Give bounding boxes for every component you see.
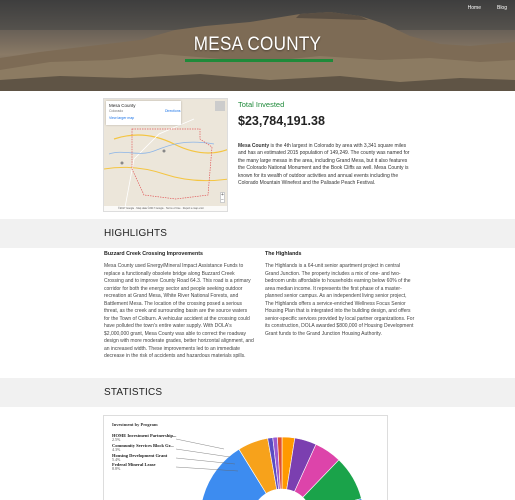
nav-blog-link[interactable]: Blog	[496, 5, 507, 11]
legend-label: HOME Investment Partnership...	[112, 433, 177, 438]
title-underline	[185, 59, 333, 62]
map-place-name: Mesa County	[109, 103, 136, 108]
total-invested-value: $23,784,191.38	[238, 114, 325, 128]
map-thumbnail[interactable]	[215, 101, 225, 111]
hero-banner	[0, 0, 515, 91]
map-info-card	[106, 101, 181, 125]
directions-link[interactable]: Directions	[165, 109, 181, 113]
legend-leader-line	[176, 449, 230, 457]
statistics-band	[0, 378, 515, 407]
county-description-text: is the 4th largest in Colorado by area with 3,341 square miles and has an estimated 2015 population of 149,249. The county was named for the many large mesas in the area, including Grand Mesa, but it also features the Colorado National Monument and the Book Cliffs as well. Mesa County is known for its wealth of outdoor activities and annual events including the Colorado Mountain Winefest and the Palisade Peach Festival.	[238, 143, 410, 187]
legend-percent: 8.8%	[112, 466, 121, 471]
chart-title: Investment by Program	[112, 422, 158, 427]
legend-percent: 4.3%	[112, 447, 121, 452]
legend-percent: 2.5%	[112, 437, 121, 442]
legend-label: Federal Mineral Lease	[112, 462, 156, 467]
legend-label: Community Services Block Gr...	[112, 443, 174, 448]
legend-leader-line	[176, 439, 224, 449]
highlights-band	[0, 219, 515, 248]
legend-entry	[112, 433, 176, 443]
legend-entry	[112, 443, 174, 453]
statistics-heading: STATISTICS	[104, 387, 163, 398]
highlights-heading: HIGHLIGHTS	[104, 228, 168, 239]
highlight-item	[265, 251, 415, 338]
county-description	[238, 143, 414, 187]
legend-percent: 5.4%	[112, 457, 121, 462]
investment-pie-chart	[103, 415, 388, 500]
highlight-title: The Highlands	[265, 251, 302, 257]
legend-entry	[112, 462, 156, 472]
page-title: MESA COUNTY	[193, 34, 322, 55]
map-zoom-control[interactable]: + −	[221, 192, 224, 203]
county-name-bold: Mesa County	[238, 143, 270, 149]
county-map[interactable]	[103, 98, 228, 212]
highlight-item	[104, 251, 254, 361]
top-nav	[460, 4, 515, 12]
highlight-title: Buzzard Creek Crossing Improvements	[104, 251, 203, 257]
map-place-sub: Colorado	[109, 109, 124, 113]
total-invested-label: Total Invested	[238, 100, 285, 109]
view-larger-map-link[interactable]: View larger map	[109, 116, 135, 120]
highlight-body: The Highlands is a 64-unit senior apartment project in central Grand Junction. The property includes a mix of one- and two-bedroom units affordable to households earning below 60% of the area median income. It represents the first phase of a master-planned senior campus. As an independent living senior project, The Highlands offers a service-enriched Wellness Focus Senior Housing Plan that is integrated into the building design, and offers senior-specific services provided by local partner organizations. For its construction, DOLA awarded $800,000 of Housing Development Grant funds to the Grand Junction Housing Authority.	[265, 263, 415, 337]
nav-home-link[interactable]: Home	[467, 5, 481, 11]
map-footer: ©2017 Google · Map data ©2017 Google · Terms of Use · Report a map error	[104, 206, 228, 211]
legend-label: Housing Development Grant	[112, 453, 168, 458]
highlight-body: Mesa County used Energy/Mineral Impact Assistance Funds to replace a functionally obsolete bridge along Buzzard Creek Crossing and to improve County Road 64.3. This road is a primary corridor for both the energy sector and people seeking outdoor recreation at Grand Mesa, White River National Forests, and Battlement Mesa. The location of the crossing posed a serious threat, as the creek and surrounding basin are the source waters for the Town of Colburn. A vehicular accident at the crossing could have polluted the town's entire water supply. With DOLA's $2,000,000 grant, Mesa County was able to correct the roadway design with more moderate grades, better horizontal alignment, and an increased width. These improvements led to an immediate decrease in the risk of accidents and hazardous materials spills.	[104, 263, 254, 359]
